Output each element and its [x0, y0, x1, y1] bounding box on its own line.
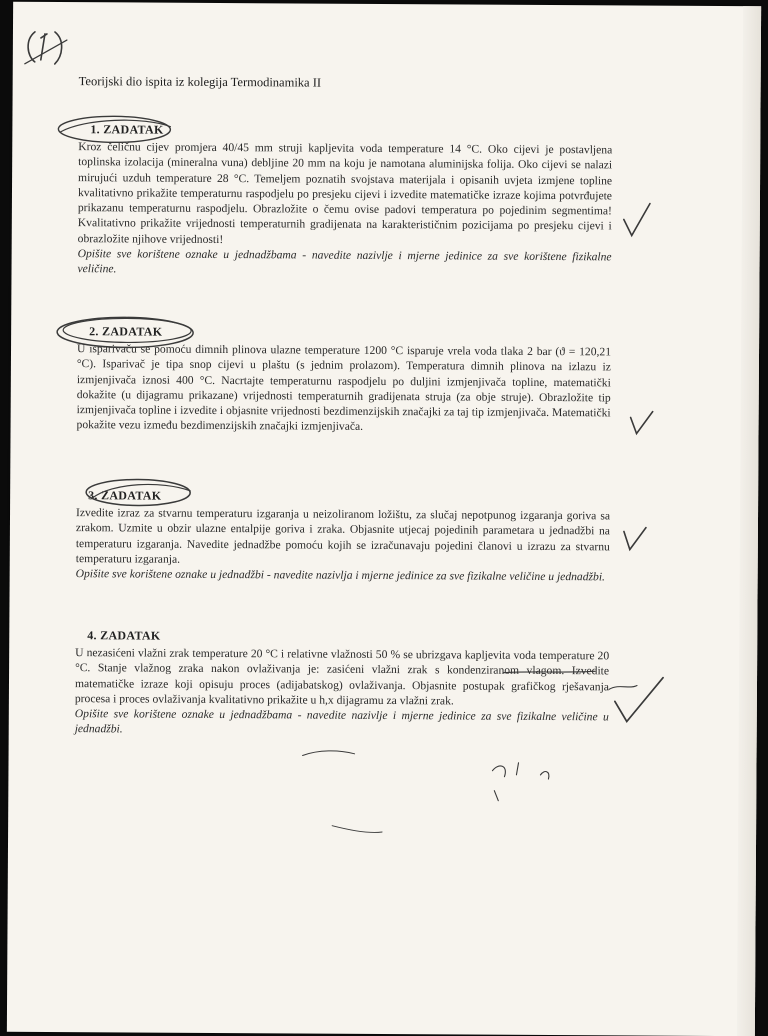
task-1-note: Opišite sve korištene oznake u jednadžbama - navedite nazivlje i mjerne jedinice za sve korištene fizikalne veličine.	[77, 247, 612, 276]
task-3-text: Izvedite izraz za stvarnu temperaturu izgaranja u neizoliranom ložištu, za slučaj nepotpunog izgaranja goriva sa zrakom. Uzmite u obzir ulazne entalpije goriva i zraka. Objasnite utjecaj pojedinih parametara u jednadžbi na temperaturu izgaranja. Navedite jednadžbe pomoću kojih se izračunavaju pojedini članovi u izrazu za stvarnu temperaturu izgaranja.	[75, 506, 611, 566]
page-title: Teorijski dio ispita iz kolegija Termodinamika II	[78, 74, 322, 90]
task-1-circled-heading	[54, 112, 174, 147]
exam-sheet	[7, 2, 761, 1036]
task-2-circled-heading	[51, 310, 201, 355]
handwritten-scribble	[478, 753, 578, 810]
corner-circled-mark	[21, 26, 85, 70]
task-3-circled-heading	[82, 474, 196, 511]
task-3-note: Opišite sve korištene oznake u jednadžbi - navedite nazivlja i mjerne jedinice za sve fizikalne veličine u jednadžbi.	[75, 567, 606, 584]
scribble-text: ' , ,	[478, 752, 480, 754]
task-3-checkmark	[622, 525, 648, 551]
task-2-checkmark	[629, 409, 655, 435]
task-4-heading: 4. ZADATAK	[87, 628, 161, 643]
exam-content	[7, 2, 761, 1036]
task-3-heading: 3. ZADATAK	[88, 488, 162, 503]
task-1-heading: 1. ZADATAK	[90, 122, 164, 137]
task-1-checkmark	[622, 201, 652, 239]
stray-pen-line-2	[328, 820, 388, 840]
stray-pen-line	[299, 743, 359, 763]
task-2-text: U isparivaču se pomoću dimnih plinova ulazne temperature 1200 °C isparuje vrela voda tlaka 2 bar (ϑ = 120,21 °C). Isparivač je tipa snop cijevi u plaštu (s jednim prolazom). Temperatura dimnih plinova na izlazu iz izmjenjivača iznosi 400 °C. Nacrtajte temperaturnu raspodjelu po duljini izmjenjivača topline, matematički dokažite (u dijagramu prikazane) vrijednosti temperaturnih gradijenata struja (za obje struje). Obrazložite tip izmjenjivača topline i izvedite i objasnite vrijednosti bezdimenzijskih značajki za taj tip izmjenjivača. Matematički pokažite vezu između bezdimenzijskih značajki izmjenjivača.	[76, 342, 612, 434]
task-2-heading: 2. ZADATAK	[89, 324, 163, 339]
corner-mark-text: (1)	[44, 53, 47, 55]
task-1-text: Kroz čeličnu cijev promjera 40/45 mm struji kapljevita voda temperature 14 °C. Oko cijevi je postavljena toplinska izolacija (mineralna vuna) debljine 20 mm na koju je namotana aluminijska folija. Oko cijevi se nalazi mirujući uzduh temperature 28 °C. Temeljem poznatih svojstava materijala i opisanih uvjeta izmjene topline kvalitativno prikažite temperaturnu raspodjelu po presjeku cijevi i izvedite matematičke izraze kojima potvrđujete prikazanu temperaturnu raspodjelu. Obrazložite o čemu ovise padovi temperatura po pojedinim segmentima! Kvalitativno prikažite vrijednosti temperaturnih gradijenata na karakterističnim pozicijama po presjeku cijevi i obrazložite njihove vrijednosti!	[77, 140, 613, 246]
task-4-checkmark	[613, 675, 665, 725]
task-4-note: Opišite sve korištene oznake u jednadžbama - navedite nazivlje i mjerne jedinice za sve fizikalne veličine u jednadžbi.	[74, 707, 609, 736]
task-4-text: U nezasićeni vlažni zrak temperature 20 °C i relativne vlažnosti 50 % se ubrizgava kapljevita voda temperature 20 °C. Stanje vlažnog zraka nakon ovlaživanja je: zasićeni vlažni zrak s kondenziranom vlagom. Izvedite matematičke izraze koji opisuju proces (adijabatskog) ovlaživanja. Objasnite postupak grafičkog rješavanja procesa i proces ovlaživanja kvalitativno prikažite u h,x dijagramu za vlažni zrak.	[74, 646, 610, 708]
